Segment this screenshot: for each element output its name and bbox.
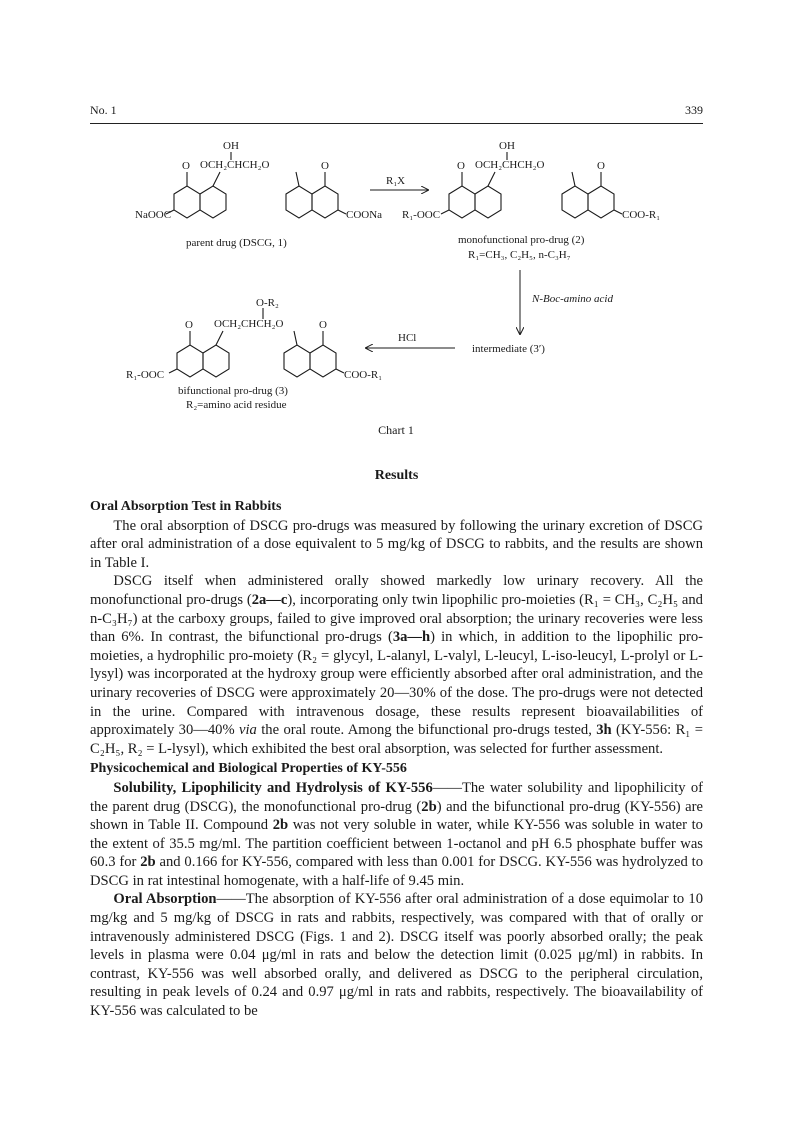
journal-issue: No. 1 — [90, 103, 117, 117]
mono-prodrug-label: monofunctional pro-drug (2) — [458, 234, 585, 246]
results-heading: Results — [374, 468, 419, 483]
mono-left-group: R₁-OOC — [402, 209, 441, 221]
section-heading-oral-absorption: Oral Absorption Test in Rabbits — [90, 499, 282, 514]
bi-top-linker: OCH₂CHCH₂O — [214, 318, 284, 330]
subheading-solubility: Solubility, Lipophilicity and Hydrolysis of KY-556 — [113, 779, 433, 796]
parent-top-linker: OCH₂CHCH₂O — [200, 159, 270, 171]
section-heading-properties: Physicochemical and Biological Properties of KY-556 — [90, 761, 407, 777]
reagent-r1x: R₁X — [386, 175, 406, 187]
mono-r1-definition: R₁=CH₃, C₂H₅, n-C₃H₇ — [468, 249, 571, 261]
paragraph-solubility: Solubility, Lipophilicity and Hydrolysis of KY-556——The water solubility and lipophilicity of the parent drug (DSCG), the monofunctional pro-drug (2b) and the bifunctional pro-drug (KY-556) are shown in Table II. Compound 2b was not very soluble in water, while KY-556 was soluble in water to the extent of 35.5 mg/ml. The partition coefficient between 1-octanol and pH 6.5 phosphate buffer was 60.3 for 2b and 0.166 for KY-556, compared with less than 0.001 for DSCG. KY-556 was hydrolyzed to DSCG in rat intestinal homogenate, with a half-life of 9.45 min. — [90, 779, 703, 889]
mono-right-group: COO-R₁ — [622, 209, 661, 221]
parent-ketone-o-right: O — [321, 160, 329, 172]
parent-ketone-o-left: O — [182, 160, 190, 172]
bi-r2-definition: R₂=amino acid residue — [186, 399, 287, 411]
parent-top-oh: OH — [223, 140, 239, 152]
mono-ketone-o-right: O — [597, 160, 605, 172]
parent-right-group: COONa — [346, 209, 383, 221]
chart-caption: Chart 1 — [378, 423, 414, 437]
mono-ketone-o-left: O — [457, 160, 465, 172]
reagent-boc-amino-acid: N-Boc-amino acid — [532, 293, 613, 305]
parent-left-group: NaOOC — [135, 209, 172, 221]
bi-ketone-o-right: O — [319, 319, 327, 331]
page-number: 339 — [685, 103, 703, 117]
mono-top-linker: OCH₂CHCH₂O — [475, 159, 545, 171]
paragraph-oral-absorption-2: DSCG itself when administered orally showed markedly low urinary recovery. All the monofunctional pro-drugs (2a—c), incorporating only twin lipophilic pro-moieties (R₁ = CH₃, C₂H₅ and n-C₃H₇) at the carboxy groups, failed to give improved oral absorption; the urinary recoveries were less than 6%. In contrast, the bifunctional pro-drugs (3a—h) in which, in addition to the lipophilic pro-moieties, a hydrophilic pro-moiety (R₂ = glycyl, L-alanyl, L-valyl, L-leucyl, L-iso-leucyl, L-prolyl or L-lysyl) was incorporated at the hydroxy group were efficiently absorbed after oral administration, and the urinary recoveries of DSCG were approximately 20—30% of the dose. The pro-drugs were not detected in the urine. Compared with intravenous dosage, these results represent bioavailabilities of approximately 30—40% via the oral route. Among the bifunctional pro-drugs tested, 3h (KY-556: R₁ = C₂H₅, R₂ = L-lysyl), which exhibited the best oral absorption, was selected for further assessment. — [90, 573, 704, 757]
mono-top-oh: OH — [499, 140, 515, 152]
reagent-hcl: HCl — [398, 332, 417, 344]
paragraph-oral-absorption-ky556: Oral Absorption——The absorption of KY-556 after oral administration of a dose equimolar to 10 mg/kg and 5 mg/kg of DSCG in rats and rabbits, respectively, was compared with that of orally or intravenously administered DSCG (Figs. 1 and 2). DSCG itself was poorly absorbed orally; the peak levels in plasma were 0.04 μg/ml in rats and below the detection limit (0.025 μg/ml) in rabbits. In contrast, KY-556 was well absorbed orally, and delivered as DSCG to the peripheral circulation, resulting in peak levels of 0.24 and 0.97 μg/ml in rats and rabbits, respectively. The bioavailability of KY-556 was calculated to be — [90, 891, 704, 1020]
paragraph-oral-absorption-1: The oral absorption of DSCG pro-drugs was measured by following the urinary excretion of DSCG after oral administration of a dose equivalent to 5 mg/kg of DSCG to rabbits, and the results are shown in Table I. — [90, 517, 703, 571]
bi-right-group: COO-R₁ — [344, 369, 383, 381]
subheading-oral-absorption: Oral Absorption — [113, 891, 217, 908]
parent-drug-label: parent drug (DSCG, 1) — [186, 237, 287, 249]
bi-top-or2: O-R₂ — [256, 297, 279, 309]
intermediate-label: intermediate (3′) — [472, 343, 545, 355]
bi-left-group: R₁-OOC — [126, 369, 165, 381]
reaction-scheme — [0, 0, 793, 470]
body-text — [90, 498, 703, 1021]
bi-prodrug-label: bifunctional pro-drug (3) — [178, 385, 288, 397]
bi-ketone-o-left: O — [185, 319, 193, 331]
